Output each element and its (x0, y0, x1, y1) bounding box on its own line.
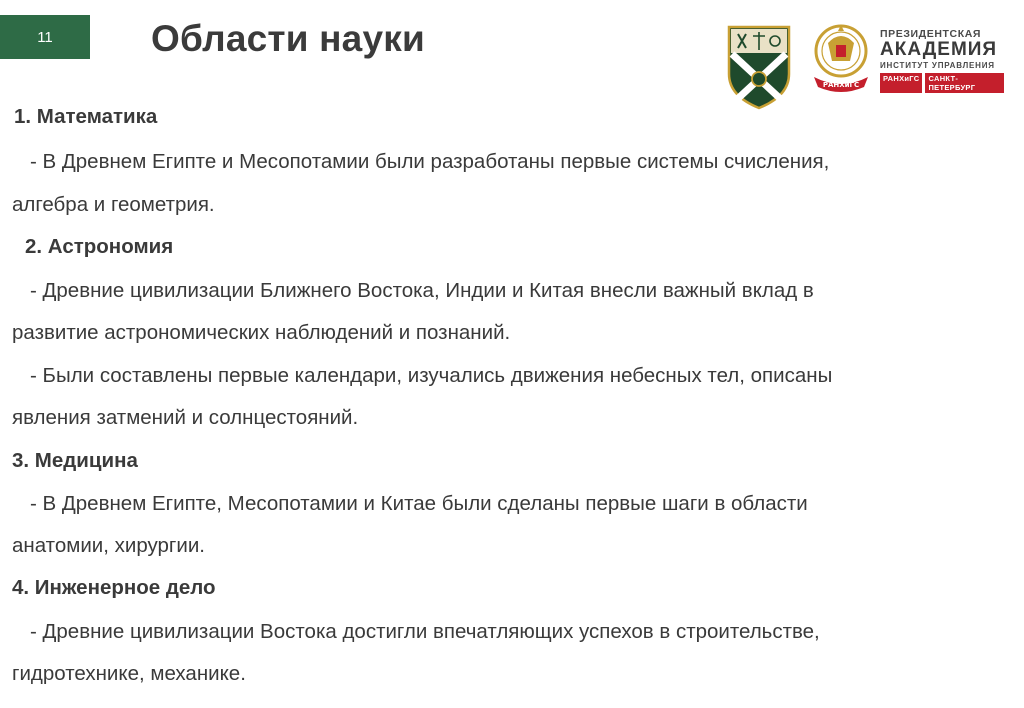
university-shield-logo (726, 24, 792, 110)
section-text: явления затмений и солнцестояний. (12, 406, 359, 429)
section-text: - В Древнем Египте и Месопотамии были разработаны первые системы счисления, (30, 150, 830, 173)
section-text: - Были составлены первые календари, изучались движения небесных тел, описаны (30, 364, 833, 387)
page-title: Области науки (151, 18, 425, 59)
section-text: анатомии, хирургии. (12, 534, 205, 557)
section-heading: 4. Инженерное дело (12, 576, 216, 599)
logo-tag-ranepa: РАНХиГС (880, 73, 922, 93)
logo-line-3: ИНСТИТУТ УПРАВЛЕНИЯ (880, 61, 995, 70)
section-heading: 3. Медицина (12, 449, 138, 472)
academy-emblem-logo (808, 21, 874, 97)
section-heading: 2. Астрономия (25, 235, 174, 258)
slide-number: 11 (37, 28, 53, 46)
slide-number-badge (0, 15, 90, 59)
logo-line-2: АКАДЕМИЯ (880, 39, 998, 60)
academy-name-logo (880, 28, 1004, 93)
emblem-ribbon-text: РАНХиГС (822, 81, 860, 89)
section-text: развитие астрономических наблюдений и познаний. (12, 321, 511, 344)
section-text: - Древние цивилизации Ближнего Востока, Индии и Китая внесли важный вклад в (30, 279, 814, 302)
section-text: - В Древнем Египте, Месопотамии и Китае были сделаны первые шаги в области (30, 492, 808, 515)
section-text: алгебра и геометрия. (12, 193, 215, 216)
section-text: гидротехнике, механике. (12, 662, 246, 685)
section-heading: 1. Математика (14, 105, 158, 128)
logo-line-1: ПРЕЗИДЕНТСКАЯ (880, 28, 982, 40)
section-text: - Древние цивилизации Востока достигли впечатляющих успехов в строительстве, (30, 620, 820, 643)
logo-tag-city: САНКТ-ПЕТЕРБУРГ (925, 73, 1004, 93)
